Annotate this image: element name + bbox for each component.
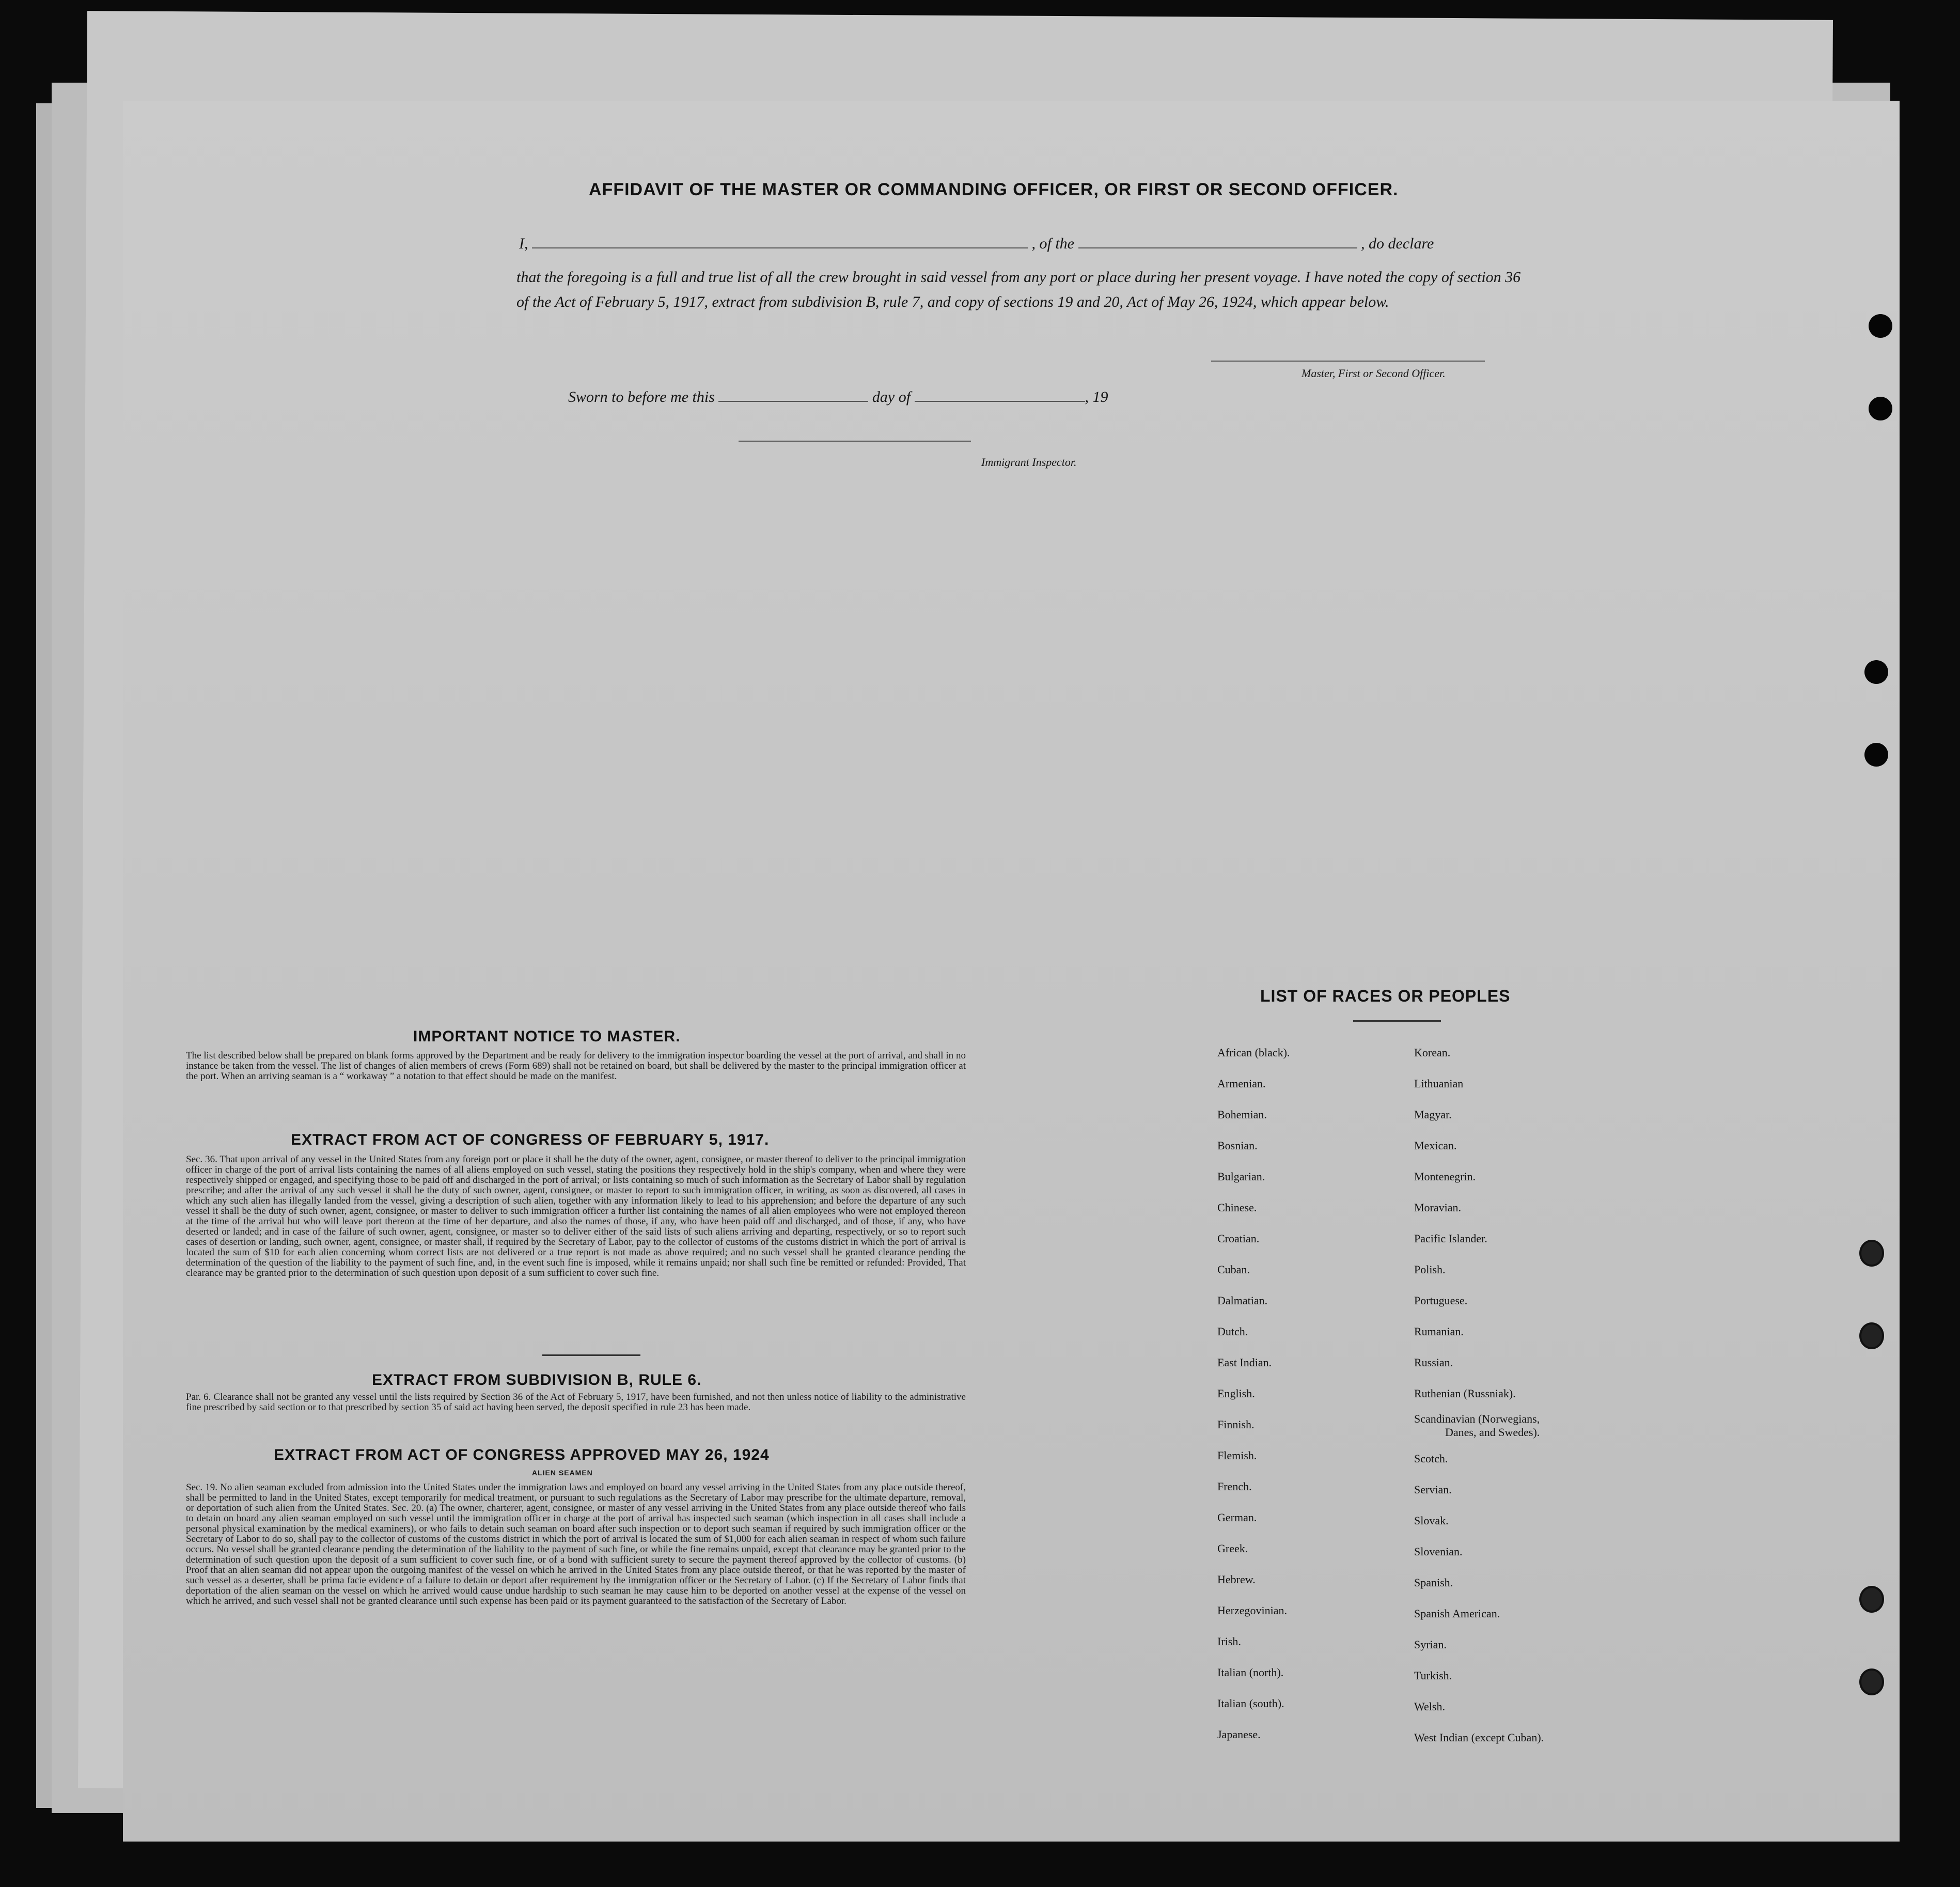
divider: [542, 1354, 640, 1356]
extract2-title: EXTRACT FROM SUBDIVISION B, RULE 6.: [372, 1371, 702, 1389]
race-item: Polish.: [1414, 1263, 1446, 1276]
race-item: Slovenian.: [1414, 1545, 1463, 1558]
extract3-subtitle: ALIEN SEAMEN: [532, 1469, 593, 1477]
punch-hole: [1864, 660, 1888, 684]
race-item: Korean.: [1414, 1046, 1451, 1059]
race-item: West Indian (except Cuban).: [1414, 1731, 1544, 1744]
race-item: Italian (south).: [1217, 1697, 1284, 1710]
race-item: Spanish.: [1414, 1576, 1453, 1589]
signature-label: Master, First or Second Officer.: [1302, 367, 1446, 380]
notice-title: IMPORTANT NOTICE TO MASTER.: [413, 1028, 681, 1045]
race-item: Turkish.: [1414, 1669, 1452, 1682]
do-declare-label: , do declare: [1361, 235, 1434, 252]
notice-body: The list described below shall be prepared on blank forms approved by the Department and be ready for delivery to the immigration inspector boarding the vessel at the port of arrival, and shall in no instance be taken from the vessel. The list of changes of alien members of crews (Form 689) shall not be retained on board, but shall be delivered by the master to the principal immigration officer at the port. When an arriving seaman is a “ workaway ” a notation to that effect should be made on the manifest.: [186, 1050, 966, 1082]
race-item: East Indian.: [1217, 1356, 1272, 1369]
race-item-line1: Scandinavian (Norwegians,: [1414, 1412, 1540, 1425]
race-item-line2: Danes, and Swedes).: [1445, 1426, 1540, 1439]
races-left-column: [1217, 1037, 1290, 1750]
race-item: Dutch.: [1217, 1325, 1248, 1338]
punch-hole: [1869, 314, 1892, 338]
race-item: Servian.: [1414, 1483, 1452, 1496]
race-item: African (black).: [1217, 1046, 1290, 1059]
race-item: Russian.: [1414, 1356, 1453, 1369]
race-item: Hebrew.: [1217, 1573, 1256, 1586]
race-item: Scotch.: [1414, 1452, 1448, 1465]
race-item: [1414, 1409, 1544, 1443]
signature-line: [1211, 361, 1485, 362]
race-item: Spanish American.: [1414, 1607, 1500, 1620]
extract1-title: EXTRACT FROM ACT OF CONGRESS OF FEBRUARY 5, 1917.: [291, 1131, 770, 1148]
races-title: LIST OF RACES OR PEOPLES: [1260, 987, 1511, 1005]
race-item: Ruthenian (Russniak).: [1414, 1387, 1516, 1400]
race-item: Slovak.: [1414, 1514, 1449, 1527]
i-label: I,: [519, 235, 528, 252]
race-item: Croatian.: [1217, 1232, 1260, 1245]
sworn-line: [568, 388, 1108, 406]
of-the-label: , of the: [1031, 235, 1074, 252]
punch-hole: [1869, 397, 1892, 420]
punch-hole: [1859, 1586, 1884, 1613]
punch-hole: [1859, 1240, 1884, 1267]
day-blank: [718, 401, 868, 402]
extract3-title: EXTRACT FROM ACT OF CONGRESS APPROVED MAY 26, 1924: [274, 1446, 770, 1463]
affidavit-title: AFFIDAVIT OF THE MASTER OR COMMANDING OFFICER, OR FIRST OR SECOND OFFICER.: [589, 180, 1399, 199]
day-of-label: day of: [872, 388, 911, 406]
race-item: Armenian.: [1217, 1077, 1266, 1090]
divider: [1353, 1020, 1441, 1022]
name-blank: [532, 247, 1028, 248]
punch-hole: [1864, 743, 1888, 767]
race-item: Portuguese.: [1414, 1294, 1468, 1307]
race-item: Irish.: [1217, 1635, 1241, 1648]
race-item: Chinese.: [1217, 1201, 1257, 1214]
race-item: Dalmatian.: [1217, 1294, 1268, 1307]
race-item: German.: [1217, 1511, 1257, 1524]
month-blank: [915, 401, 1085, 402]
race-item: Finnish.: [1217, 1418, 1255, 1431]
race-item: Magyar.: [1414, 1108, 1452, 1121]
race-item: English.: [1217, 1387, 1255, 1400]
race-item: Montenegrin.: [1414, 1170, 1476, 1183]
inspector-signature-line: [739, 441, 971, 442]
extract1-body: Sec. 36. That upon arrival of any vessel in the United States from any foreign port or place it shall be the duty of the owner, agent, consignee, or master thereof to deliver to the principal immigration officer in charge of the port of arrival lists containing the names of all aliens employed on such vessel, stating the positions they respectively hold in the ship's company, when and where they were respectively shipped or engaged, and specifying those to be paid off and discharged in the port of arrival; or lists containing so much of such information as the Secretary of Labor shall by regulation prescribe; and after the arrival of any such vessel it shall be the duty of such owner, agent, consignee, or master to report to such immigration officer, in writing, as soon as discovered, all cases in which any such alien has illegally landed from the vessel, giving a description of such alien, together with any information likely to lead to his apprehension; and before the departure of any such vessel it shall be the duty of such owner, agent, consignee, or master to deliver to such immigration officer a further list containing the names of all alien employees who were not employed thereon at the time of the arrival but who will leave port thereon at the time of her departure, and also the names of those, if any, who have been paid off and discharged, and of those, if any, who have deserted or landed; and in case of the failure of such owner, agent, consignee, or master so to deliver either of the said lists of such aliens arriving and departing, respectively, or so to report such cases of desertion or landing, such owner, agent, consignee, or master shall, if required by the Secretary of Labor, pay to the collector of customs of the customs district in which the port of arrival is located the sum of $10 for each alien concerning whom correct lists are not delivered or a true report is not made as above required; and no such vessel shall be granted clearance pending the determination of the question of the liability to the payment of such fine, and, in the event such fine is imposed, while it remains unpaid; nor shall such fine be remitted or refunded: Provided, That clearance may be granted prior to the determination of such question upon deposit of a sum sufficient to cover such fine.: [186, 1154, 966, 1278]
year-label: , 19: [1085, 388, 1108, 406]
race-item: Lithuanian: [1414, 1077, 1464, 1090]
race-item: Welsh.: [1414, 1700, 1445, 1713]
races-right-column: [1414, 1037, 1544, 1753]
race-item: Pacific Islander.: [1414, 1232, 1487, 1245]
race-item: Syrian.: [1414, 1638, 1447, 1651]
affidavit-declaration-line: [519, 235, 1434, 253]
race-item: Cuban.: [1217, 1263, 1250, 1276]
race-item: Bulgarian.: [1217, 1170, 1265, 1183]
race-item: Herzegovinian.: [1217, 1604, 1287, 1617]
race-item: French.: [1217, 1480, 1252, 1493]
race-item: Mexican.: [1414, 1139, 1457, 1152]
race-item: Bosnian.: [1217, 1139, 1258, 1152]
race-item: Greek.: [1217, 1542, 1248, 1555]
extract3-body: Sec. 19. No alien seaman excluded from admission into the United States under the immigration laws and employed on board any vessel arriving in the United States from any place outside thereof, shall be permitted to land in the United States, except temporarily for medical treatment, or pursuant to such regulations as the Secretary of Labor may prescribe for the ultimate departure, removal, or deportation of such alien from the United States. Sec. 20. (a) The owner, charterer, agent, consignee, or master of any vessel arriving in the United States from any place outside thereof who fails to detain on board any alien seaman employed on such vessel until the immigration officer in charge at the port of arrival has inspected such seaman (which inspection in all cases shall include a personal physical examination by the medical examiners), or who fails to detain such seaman on board after such inspection or to deport such seaman if required by such immigration officer or the Secretary of Labor to do so, shall pay to the collector of customs of the customs district in which the port of arrival is located the sum of $1,000 for each alien seaman in respect of whom such failure occurs. No vessel shall be granted clearance pending the determination of the liability to the payment of such fine, or while the fine remains unpaid, except that clearance may be granted prior to the determination of such question upon the deposit of a sum sufficient to cover such fine, or of a bond with sufficient surety to secure the payment thereof approved by the collector of customs. (b) Proof that an alien seaman did not appear upon the outgoing manifest of the vessel on which he arrived in the United States from any place outside thereof, or that he was reported by the master of such vessel as a deserter, shall be prima facie evidence of a failure to detain or deport after requirement by the immigration officer or the Secretary of Labor. (c) If the Secretary of Labor finds that deportation of the alien seaman on the vessel on which he arrived would cause undue hardship to such seaman he may cause him to be deported on another vessel at the expense of the vessel on which he arrived, and such vessel shall not be granted clearance until such expense has been paid or its payment guaranteed to the satisfaction of the Secretary of Labor.: [186, 1482, 966, 1607]
race-item: Moravian.: [1414, 1201, 1462, 1214]
race-item: Japanese.: [1217, 1728, 1261, 1741]
punch-hole: [1859, 1668, 1884, 1695]
race-item: Italian (north).: [1217, 1666, 1284, 1679]
punch-hole: [1859, 1322, 1884, 1349]
vessel-blank: [1078, 247, 1357, 248]
sworn-label: Sworn to before me this: [568, 388, 715, 406]
extract2-body: Par. 6. Clearance shall not be granted any vessel until the lists required by Section 36 of the Act of February 5, 1917, have been furnished, and not then unless notice of liability to the administrative fine prescribed by said section or to that prescribed by section 35 of said act having been served, the deposit specified in rule 23 has been made.: [186, 1392, 966, 1413]
inspector-label: Immigrant Inspector.: [981, 456, 1077, 469]
race-item: Flemish.: [1217, 1449, 1257, 1462]
affidavit-body: that the foregoing is a full and true list of all the crew brought in said vessel from any port or place during her present voyage. I have noted the copy of section 36 of the Act of February 5, 1917, extract from subdivision B, rule 7, and copy of sections 19 and 20, Act of May 26, 1924, which appear below.: [516, 269, 1521, 310]
race-item: Bohemian.: [1217, 1108, 1267, 1121]
race-item: Rumanian.: [1414, 1325, 1464, 1338]
